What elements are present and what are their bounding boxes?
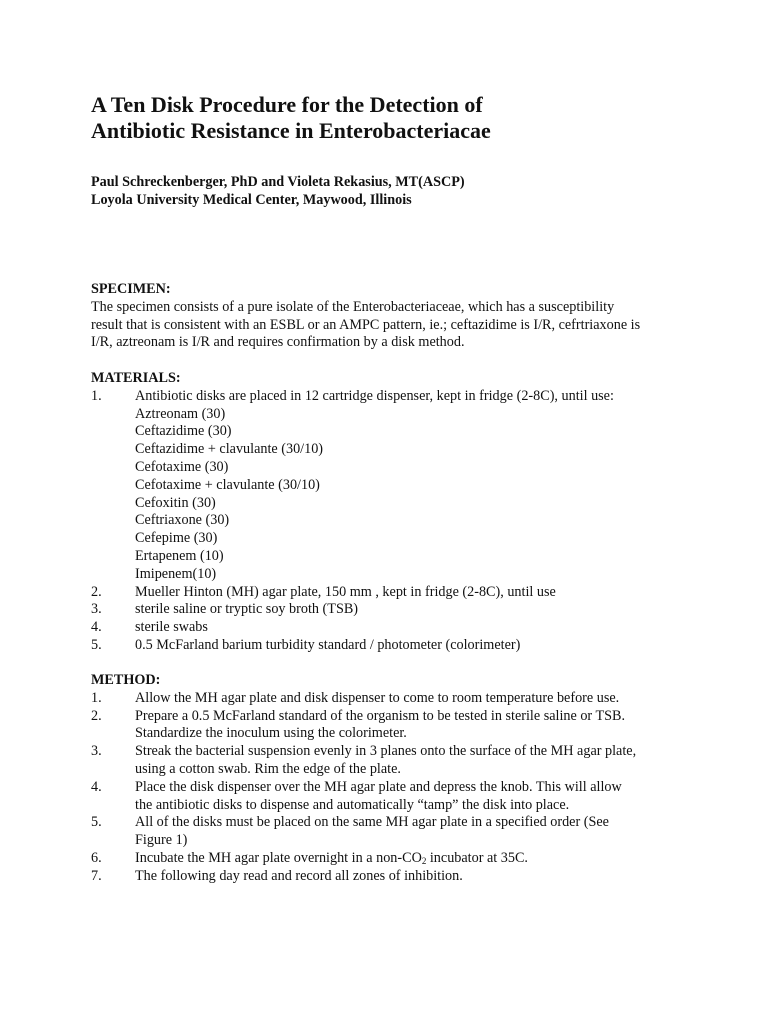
materials-list (91, 388, 711, 655)
specimen-line: The specimen consists of a pure isolate of the Enterobacteriaceae, which has a susceptibility (91, 298, 615, 315)
document-title (91, 92, 491, 144)
item-text-line: Mueller Hinton (MH) agar plate, 150 mm , kept in fridge (2-8C), until use (135, 583, 556, 600)
item-text-line: Antibiotic disks are placed in 12 cartridge dispenser, kept in fridge (2-8C), until use: (135, 387, 614, 404)
step-text (135, 743, 711, 779)
list-item (91, 868, 711, 886)
specimen-line: result that is consistent with an ESBL or an AMPC pattern, ie.; ceftazidime is I/R, cefrtriaxone is (91, 316, 641, 333)
disk-item: Cefepime (30) (135, 530, 218, 547)
step-text-line: Streak the bacterial suspension evenly in 3 planes onto the surface of the MH agar plate, (135, 743, 637, 760)
item-text-line: 0.5 McFarland barium turbidity standard / photometer (colorimeter) (135, 636, 521, 653)
specimen-heading: SPECIMEN: (91, 281, 171, 297)
step-text (135, 708, 711, 744)
author-names: Paul Schreckenberger, PhD and Violeta Rekasius, MT(ASCP) (91, 174, 465, 190)
list-item (91, 708, 711, 744)
method-heading: METHOD: (91, 672, 161, 688)
disk-item: Cefotaxime + clavulante (30/10) (135, 476, 320, 493)
list-item (91, 601, 711, 619)
step-text-line: the antibiotic disks to dispense and automatically “tamp” the disk into place. (135, 796, 570, 813)
disk-item: Aztreonam (30) (135, 405, 226, 422)
step-text-line: Allow the MH agar plate and disk dispenser to come to room temperature before use. (135, 689, 620, 706)
item-text (135, 601, 711, 619)
item-number: 4. (91, 619, 102, 636)
title-line-1: A Ten Disk Procedure for the Detection of (91, 92, 483, 117)
author-affiliation: Loyola University Medical Center, Maywood, Illinois (91, 192, 412, 208)
disk-item: Cefoxitin (30) (135, 494, 216, 511)
step-number: 3. (91, 743, 102, 760)
disk-item: Ertapenem (10) (135, 547, 224, 564)
list-item (91, 584, 711, 602)
specimen-paragraph (91, 299, 711, 352)
list-item (91, 388, 711, 584)
subscript-2: 2 (421, 855, 427, 866)
item-text-line: sterile swabs (135, 619, 208, 636)
step-text-line: Place the disk dispenser over the MH agar plate and depress the knob. This will allow (135, 778, 622, 795)
disk-item: Cefotaxime (30) (135, 458, 229, 475)
item-number: 5. (91, 636, 102, 653)
specimen-line: I/R, aztreonam is I/R and requires confirmation by a disk method. (91, 334, 465, 351)
item-text (135, 584, 711, 602)
method-section (91, 672, 711, 886)
step-number: 1. (91, 689, 102, 706)
step-text-line: Figure 1) (135, 832, 188, 849)
step-text-line: Prepare a 0.5 McFarland standard of the organism to be tested in sterile saline or TSB. (135, 707, 626, 724)
disk-item: Ceftazidime (30) (135, 423, 232, 440)
item-text (135, 637, 711, 655)
list-item (91, 619, 711, 637)
author-block (91, 173, 465, 209)
list-item (91, 814, 711, 850)
step-text-part: Incubate the MH agar plate overnight in a non-CO (135, 849, 422, 866)
item-text-line: sterile saline or tryptic soy broth (TSB) (135, 601, 359, 618)
disk-item: Ceftriaxone (30) (135, 512, 230, 529)
step-text (135, 814, 711, 850)
list-item (91, 637, 711, 655)
item-number: 3. (91, 601, 102, 618)
item-number: 1. (91, 387, 102, 404)
disk-item: Ceftazidime + clavulante (30/10) (135, 441, 324, 458)
item-text (135, 388, 711, 406)
step-text-line: Standardize the inoculum using the colorimeter. (135, 725, 407, 742)
item-text (135, 619, 711, 637)
step-number: 5. (91, 814, 102, 831)
step-text-line: using a cotton swab. Rim the edge of the plate. (135, 760, 401, 777)
step-text-line: The following day read and record all zones of inhibition. (135, 867, 463, 884)
item-number: 2. (91, 583, 102, 600)
step-number: 4. (91, 778, 102, 795)
list-item (91, 850, 711, 868)
list-item (91, 779, 711, 815)
step-number: 6. (91, 849, 102, 866)
step-text (135, 850, 711, 868)
step-text-line: All of the disks must be placed on the same MH agar plate in a specified order (See (135, 814, 609, 831)
step-text (135, 868, 711, 886)
step-text-part: incubator at 35C. (426, 849, 528, 866)
step-number: 7. (91, 867, 102, 884)
specimen-section (91, 281, 711, 352)
title-line-2: Antibiotic Resistance in Enterobacteriacae (91, 118, 491, 143)
antibiotic-disk-list (135, 406, 711, 584)
step-number: 2. (91, 707, 102, 724)
disk-item: Imipenem(10) (135, 565, 217, 582)
materials-section (91, 370, 711, 655)
materials-heading: MATERIALS: (91, 370, 181, 386)
step-text (135, 779, 711, 815)
step-text (135, 690, 711, 708)
list-item (91, 690, 711, 708)
step-text-line (135, 850, 711, 868)
list-item (91, 743, 711, 779)
method-list (91, 690, 711, 886)
